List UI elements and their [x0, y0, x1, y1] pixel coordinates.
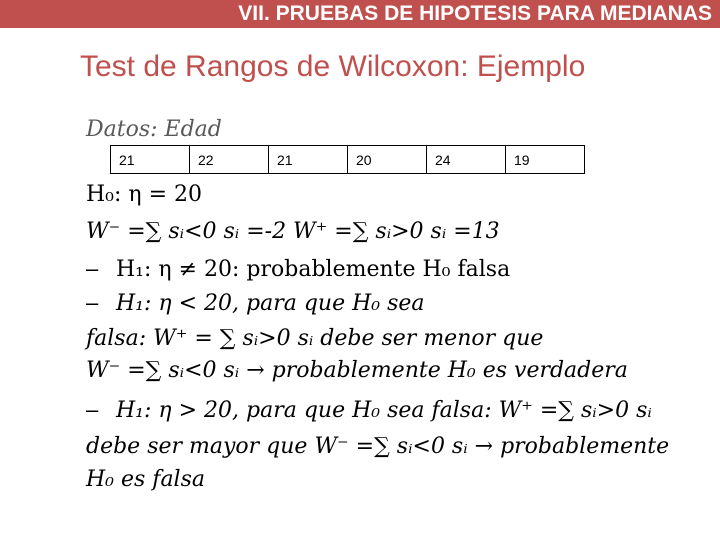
header-title: VII. PRUEBAS DE HIPOTESIS PARA MEDIANAS [238, 2, 712, 25]
table-row [111, 146, 585, 174]
data-table [110, 145, 585, 174]
w-statistics: W⁻ =∑ sᵢ<0 sᵢ =-2 W⁺ =∑ sᵢ>0 sᵢ =13 [86, 219, 500, 244]
slide-title: Test de Rangos de Wilcoxon: Ejemplo [80, 50, 586, 83]
table-cell: 21 [269, 146, 348, 174]
table-cell: 22 [190, 146, 269, 174]
condition-falsa-lt: falsa: W⁺ = ∑ sᵢ>0 sᵢ debe ser menor que [86, 326, 544, 351]
table-cell: 20 [348, 146, 427, 174]
table-cell: 24 [427, 146, 506, 174]
table-cell: 19 [506, 146, 585, 174]
conclusion-falsa: H₀ es falsa [86, 467, 206, 492]
table-cell: 21 [111, 146, 190, 174]
condition-mayor: debe ser mayor que W⁻ =∑ sᵢ<0 sᵢ → probablemente [86, 434, 670, 459]
hypothesis-h1-lt: – H₁: η < 20, para que H₀ sea [86, 290, 425, 316]
hypothesis-h1-neq: – H₁: η ≠ 20: probablemente H₀ falsa [86, 256, 511, 282]
hypothesis-h0: H₀: η = 20 [86, 182, 203, 207]
conclusion-verdadera: W⁻ =∑ sᵢ<0 sᵢ → probablemente H₀ es verdadera [86, 358, 628, 383]
datos-label: Datos: Edad [86, 117, 222, 142]
header-bar [0, 0, 720, 28]
hypothesis-h1-gt: – H₁: η > 20, para que H₀ sea falsa: W⁺ =∑ sᵢ>0 sᵢ [86, 397, 652, 423]
